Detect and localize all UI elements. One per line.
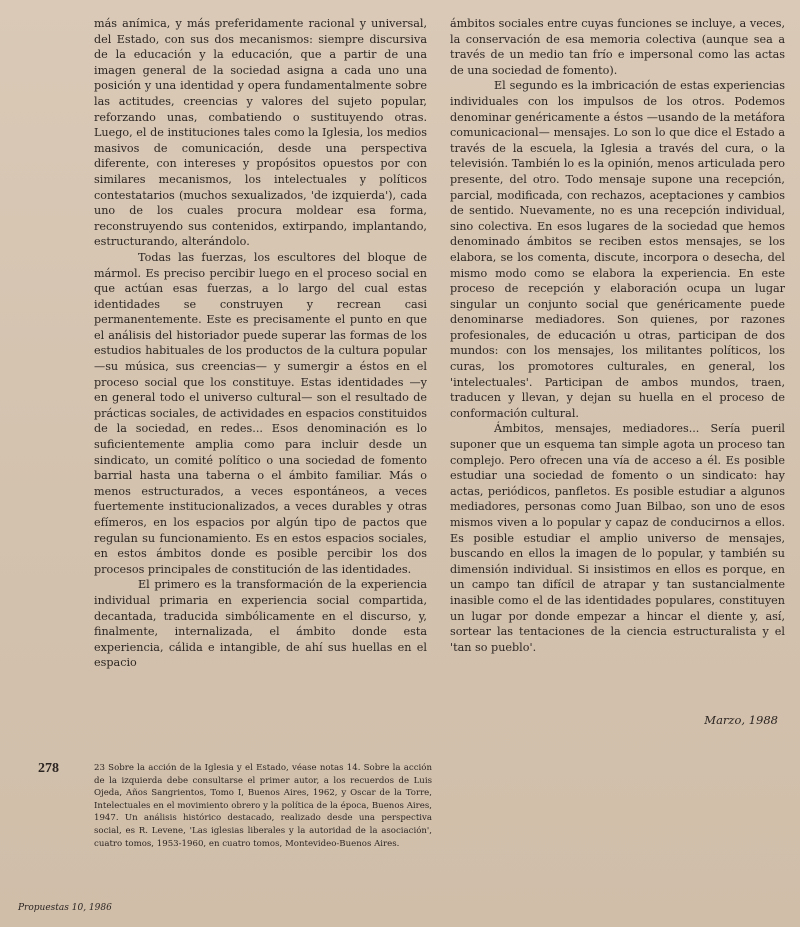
left-paragraph-1: más anímica, y más preferidamente racional y universal, del Estado, con sus dos mecanismos: siempre discursiva de la educación y la educación, que a partir de una imagen general de la sociedad asigna a cada uno una posición y una identidad y opera fundamentalmente sobre las actitudes, creencias y valores del sujeto popular, reforzando unas, combatiendo o sustituyendo otras. Luego, el de instituciones tales como la Iglesia, los medios masivos de comunicación, desde una perspectiva diferente, con intereses y propósitos opuestos por con similares mecanismos, los intelectuales y políticos contestatarios (muchos sexualizados, 'de izquierda'), cada uno de los cuales procura moldear esa forma, reconstruyendo sus contenidos, extirpando, implantando, estructurando, alterándolo. <box>94 17 427 249</box>
right-paragraph-2: El segundo es la imbricación de estas experiencias individuales con los impulsos de los otros. Podemos denominar genéricamente a éstos —usando de la metáfora comunicacional— mensajes. Lo son lo que dice el Estado a través de la escuela, la Iglesia a través del cura, o la televisión. También lo es la opinión, menos articulada pero presente, del otro. Todo mensaje supone una recepción, parcial, modificada, con rechazos, aceptaciones y cambios de sentido. Nuevamente, no es una recepción individual, sino colectiva. En esos lugares de la sociedad que hemos denominado ámbitos se reciben estos mensajes, se los elabora, se los comenta, discute, incorpora o desecha, del mismo modo como se elabora la experiencia. En este proceso de recepción y elaboración ocupa un lugar singular un conjunto social que genéricamente puede denominarse mediadores. Son quienes, por razones profesionales, de educación u otras, participan de dos mundos: con los mensajes, los militantes políticos, los curas, los promotores culturales, en general, los 'intelectuales'. Participan de ambos mundos, traen, traducen y llevan, y dejan su huella en el proceso de conformación cultural. <box>450 79 785 420</box>
left-paragraph-3: El primero es la transformación de la experiencia individual primaria en experiencia social compartida, decantada, traducida simbólicamente en el discurso, y, finalmente, internalizada, el ámbito donde esta experiencia, cálida e intangible, de ahí sus huellas en el espacio <box>94 578 427 670</box>
right-paragraph-3: Ámbitos, mensajes, mediadores... Sería pueril suponer que un esquema tan simple agota un proceso tan complejo. Pero ofrecen una vía de acceso a él. Es posible estudiar una sociedad de fomento o un sindicato: hay actas, periódicos, panfletos. Es posible estudiar a algunos mediadores, personas como Juan Bilbao, son uno de esos mismos viven a lo popular y capaz de conducirnos a ellos. Es posible estudiar el amplio universo de mensajes, buscando en ellos la imagen de lo popular, y también su dimensión individual. Si insistimos en ellos es porque, en un campo tan difícil de atrapar y tan sustancialmente inasible como el de las identidades populares, constituyen un lugar por donde empezar a hincar el diente y, así, sortear las tentaciones de la ciencia estructuralista y el 'tan so pueblo'. <box>450 422 785 654</box>
right-text-column <box>450 16 785 706</box>
signature-date: Marzo, 1988 <box>704 713 778 727</box>
right-paragraph-1: ámbitos sociales entre cuyas funciones se incluye, a veces, la conservación de esa memoria colectiva (aunque sea a través de un medio tan frío e impersonal como las actas de una sociedad de fomento). <box>450 17 785 77</box>
footnote: 23 Sobre la acción de la Iglesia y el Estado, véase notas 14. Sobre la acción de la izquierda debe consultarse el primer autor, a los recuerdos de Luis Ojeda, Años Sangrientos, Tomo I, Buenos Aires, 1962, y Oscar de la Torre, Intelectuales en el movimiento obrero y la política de la época, Buenos Aires, 1947. Un análisis histórico destacado, realizado desde una perspectiva social, es R. Levene, 'Las iglesias liberales y la autoridad de la asociación', cuatro tomos, 1953-1960, en cuatro tomos, Montevideo-Buenos Aires. <box>94 763 432 849</box>
left-text-column <box>94 16 427 706</box>
left-paragraph-2: Todas las fuerzas, los escultores del bloque de mármol. Es preciso percibir luego en el proceso social en que actúan esas fuerzas, a lo largo del cual estas identidades se construyen y recrean casi permanentemente. Este es precisamente el punto en que el análisis del historiador puede superar las formas de los estudios habituales de los productos de la cultura popular —su música, sus creencias— y sumergir a éstos en el proceso social que los constituye. Estas identidades —y en general todo el universo cultural— son el resultado de prácticas sociales, de actividades en espacios constituidos de la sociedad, en redes... Esos denominación es lo suficientemente amplia como para incluir desde un sindicato, un comité político o una sociedad de fomento barrial hasta una taberna o el ámbito familiar. Más o menos estructurados, a veces espontáneos, a veces fuertemente institucionalizados, a veces durables y otras efímeros, en los espacios por algún tipo de pactos que regulan su funcionamiento. Es en estos espacios sociales, en estos ámbitos donde es posible percibir los dos procesos principales de constitución de las identidades. <box>94 250 427 576</box>
page-number: 278 <box>38 761 59 776</box>
journal-footer: Propuestas 10, 1986 <box>18 903 112 913</box>
